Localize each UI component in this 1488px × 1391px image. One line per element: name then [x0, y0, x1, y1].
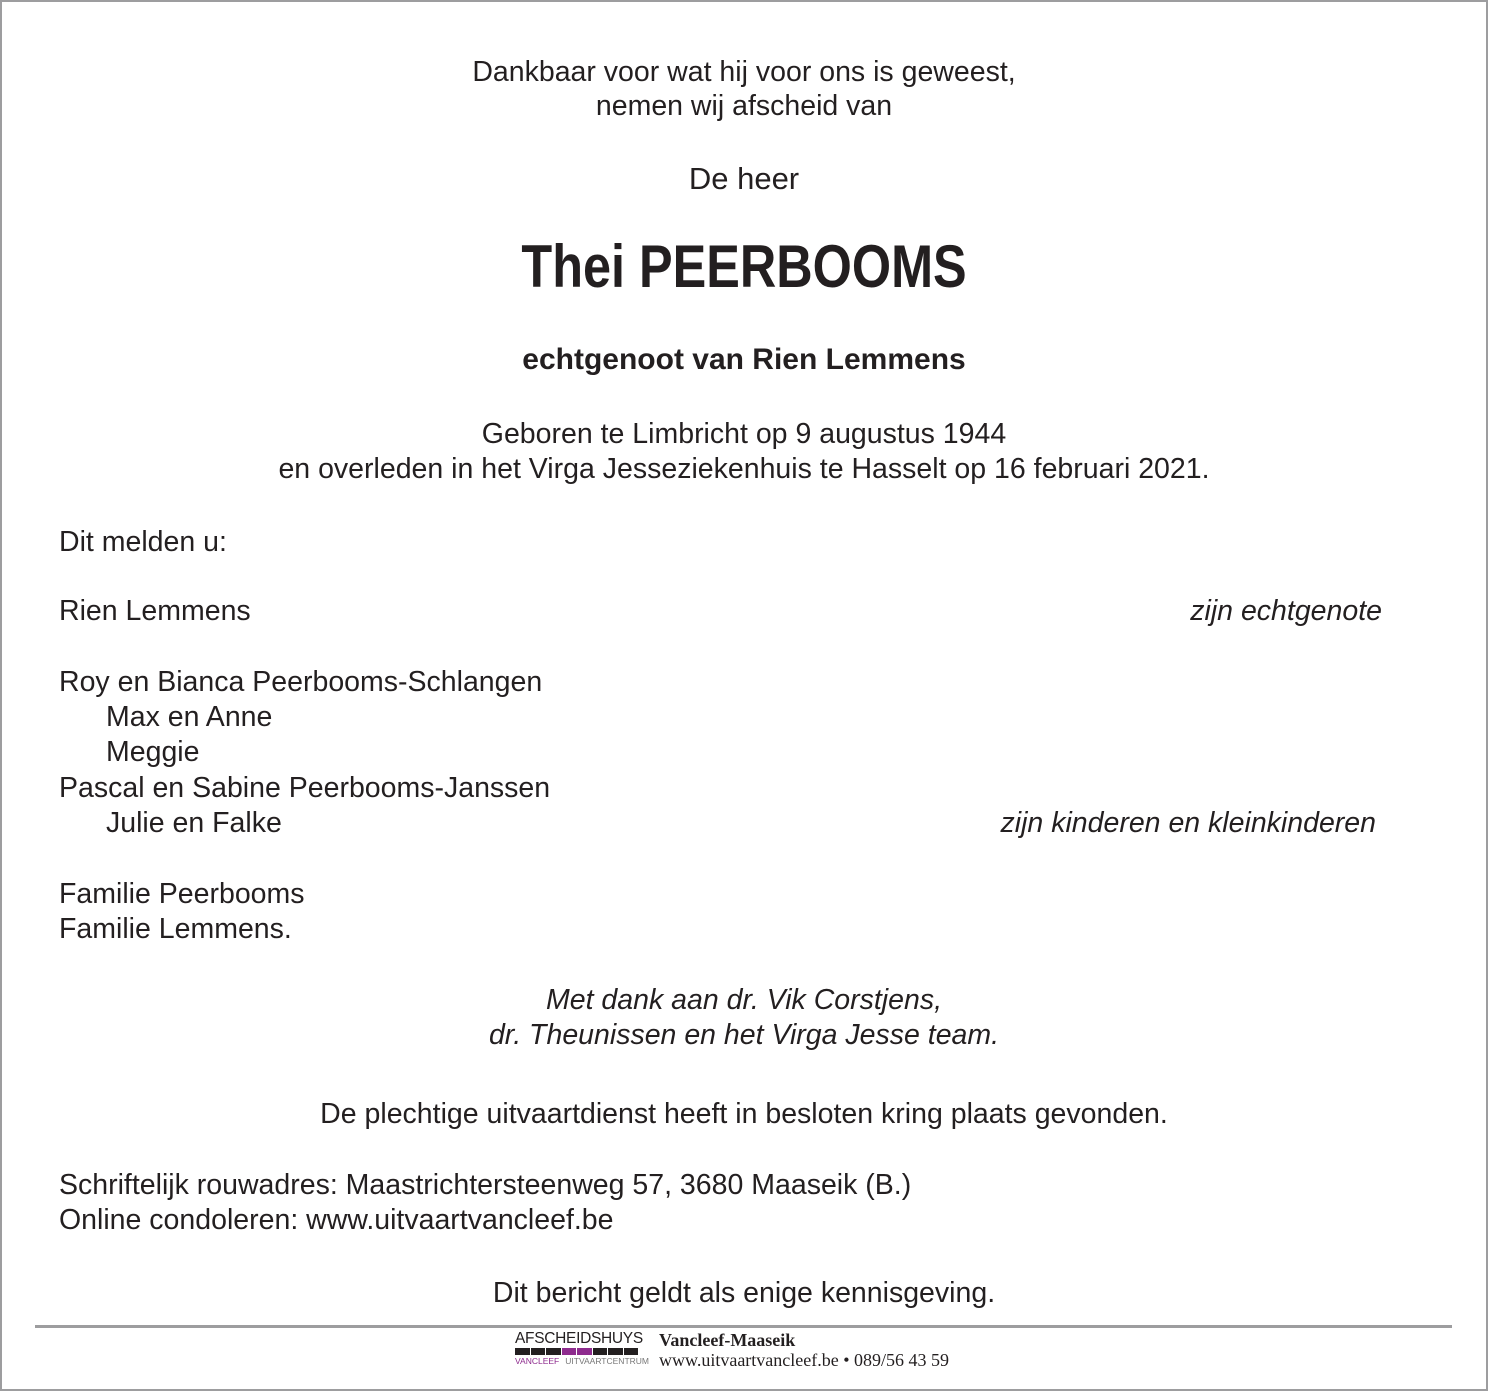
children-role: zijn kinderen en kleinkinderen: [1000, 807, 1376, 839]
grandchild-2: Meggie: [106, 736, 200, 768]
grandchild-3: Julie en Falke: [106, 807, 282, 839]
intro-line-1: Dankbaar voor wat hij voor ons is geweest,: [472, 56, 1016, 88]
announce: Dit melden u:: [59, 526, 227, 558]
spouse-role: zijn echtgenote: [1190, 595, 1382, 627]
intro-line-2: nemen wij afscheid van: [595, 90, 893, 122]
address: Schriftelijk rouwadres: Maastrichtersteenweg 57, 3680 Maaseik (B.): [59, 1169, 912, 1201]
relation: echtgenoot van Rien Lemmens: [522, 343, 966, 376]
logo-right: UITVAARTCENTRUM: [565, 1356, 649, 1366]
funeral-home-logo: [515, 1330, 649, 1366]
birth-line: Geboren te Limbricht op 9 augustus 1944: [481, 418, 1007, 450]
notice: Dit bericht geldt als enige kennisgeving.: [492, 1277, 996, 1309]
child-1: Roy en Bianca Peerbooms-Schlangen: [59, 666, 543, 698]
family-1: Familie Peerbooms: [59, 878, 305, 910]
logo-left: VANCLEEF: [515, 1356, 560, 1366]
online-condolences: Online condoleren: www.uitvaartvancleef.be: [59, 1204, 614, 1236]
footer-contact: www.uitvaartvancleef.be • 089/56 43 59: [659, 1350, 950, 1370]
child-2: Pascal en Sabine Peerbooms-Janssen: [59, 772, 551, 804]
thanks-line-1: Met dank aan dr. Vik Corstjens,: [545, 984, 943, 1016]
logo-title: AFSCHEIDSHUYS: [515, 1330, 643, 1347]
footer-divider: [35, 1325, 1452, 1328]
thanks-line-2: dr. Theunissen en het Virga Jesse team.: [488, 1019, 1000, 1051]
logo-blocks: [515, 1348, 640, 1355]
family-2: Familie Lemmens.: [59, 913, 292, 945]
grandchild-1: Max en Anne: [106, 701, 273, 733]
spouse-name: Rien Lemmens: [59, 595, 251, 627]
death-line: en overleden in het Virga Jesseziekenhuis te Hasselt op 16 februari 2021.: [278, 453, 1210, 485]
salutation: De heer: [688, 161, 800, 196]
footer-company: Vancleef-Maaseik: [659, 1330, 796, 1350]
deceased-name: Thei PEERBOOMS: [521, 233, 967, 300]
service-text: De plechtige uitvaartdienst heeft in besloten kring plaats gevonden.: [320, 1098, 1168, 1130]
